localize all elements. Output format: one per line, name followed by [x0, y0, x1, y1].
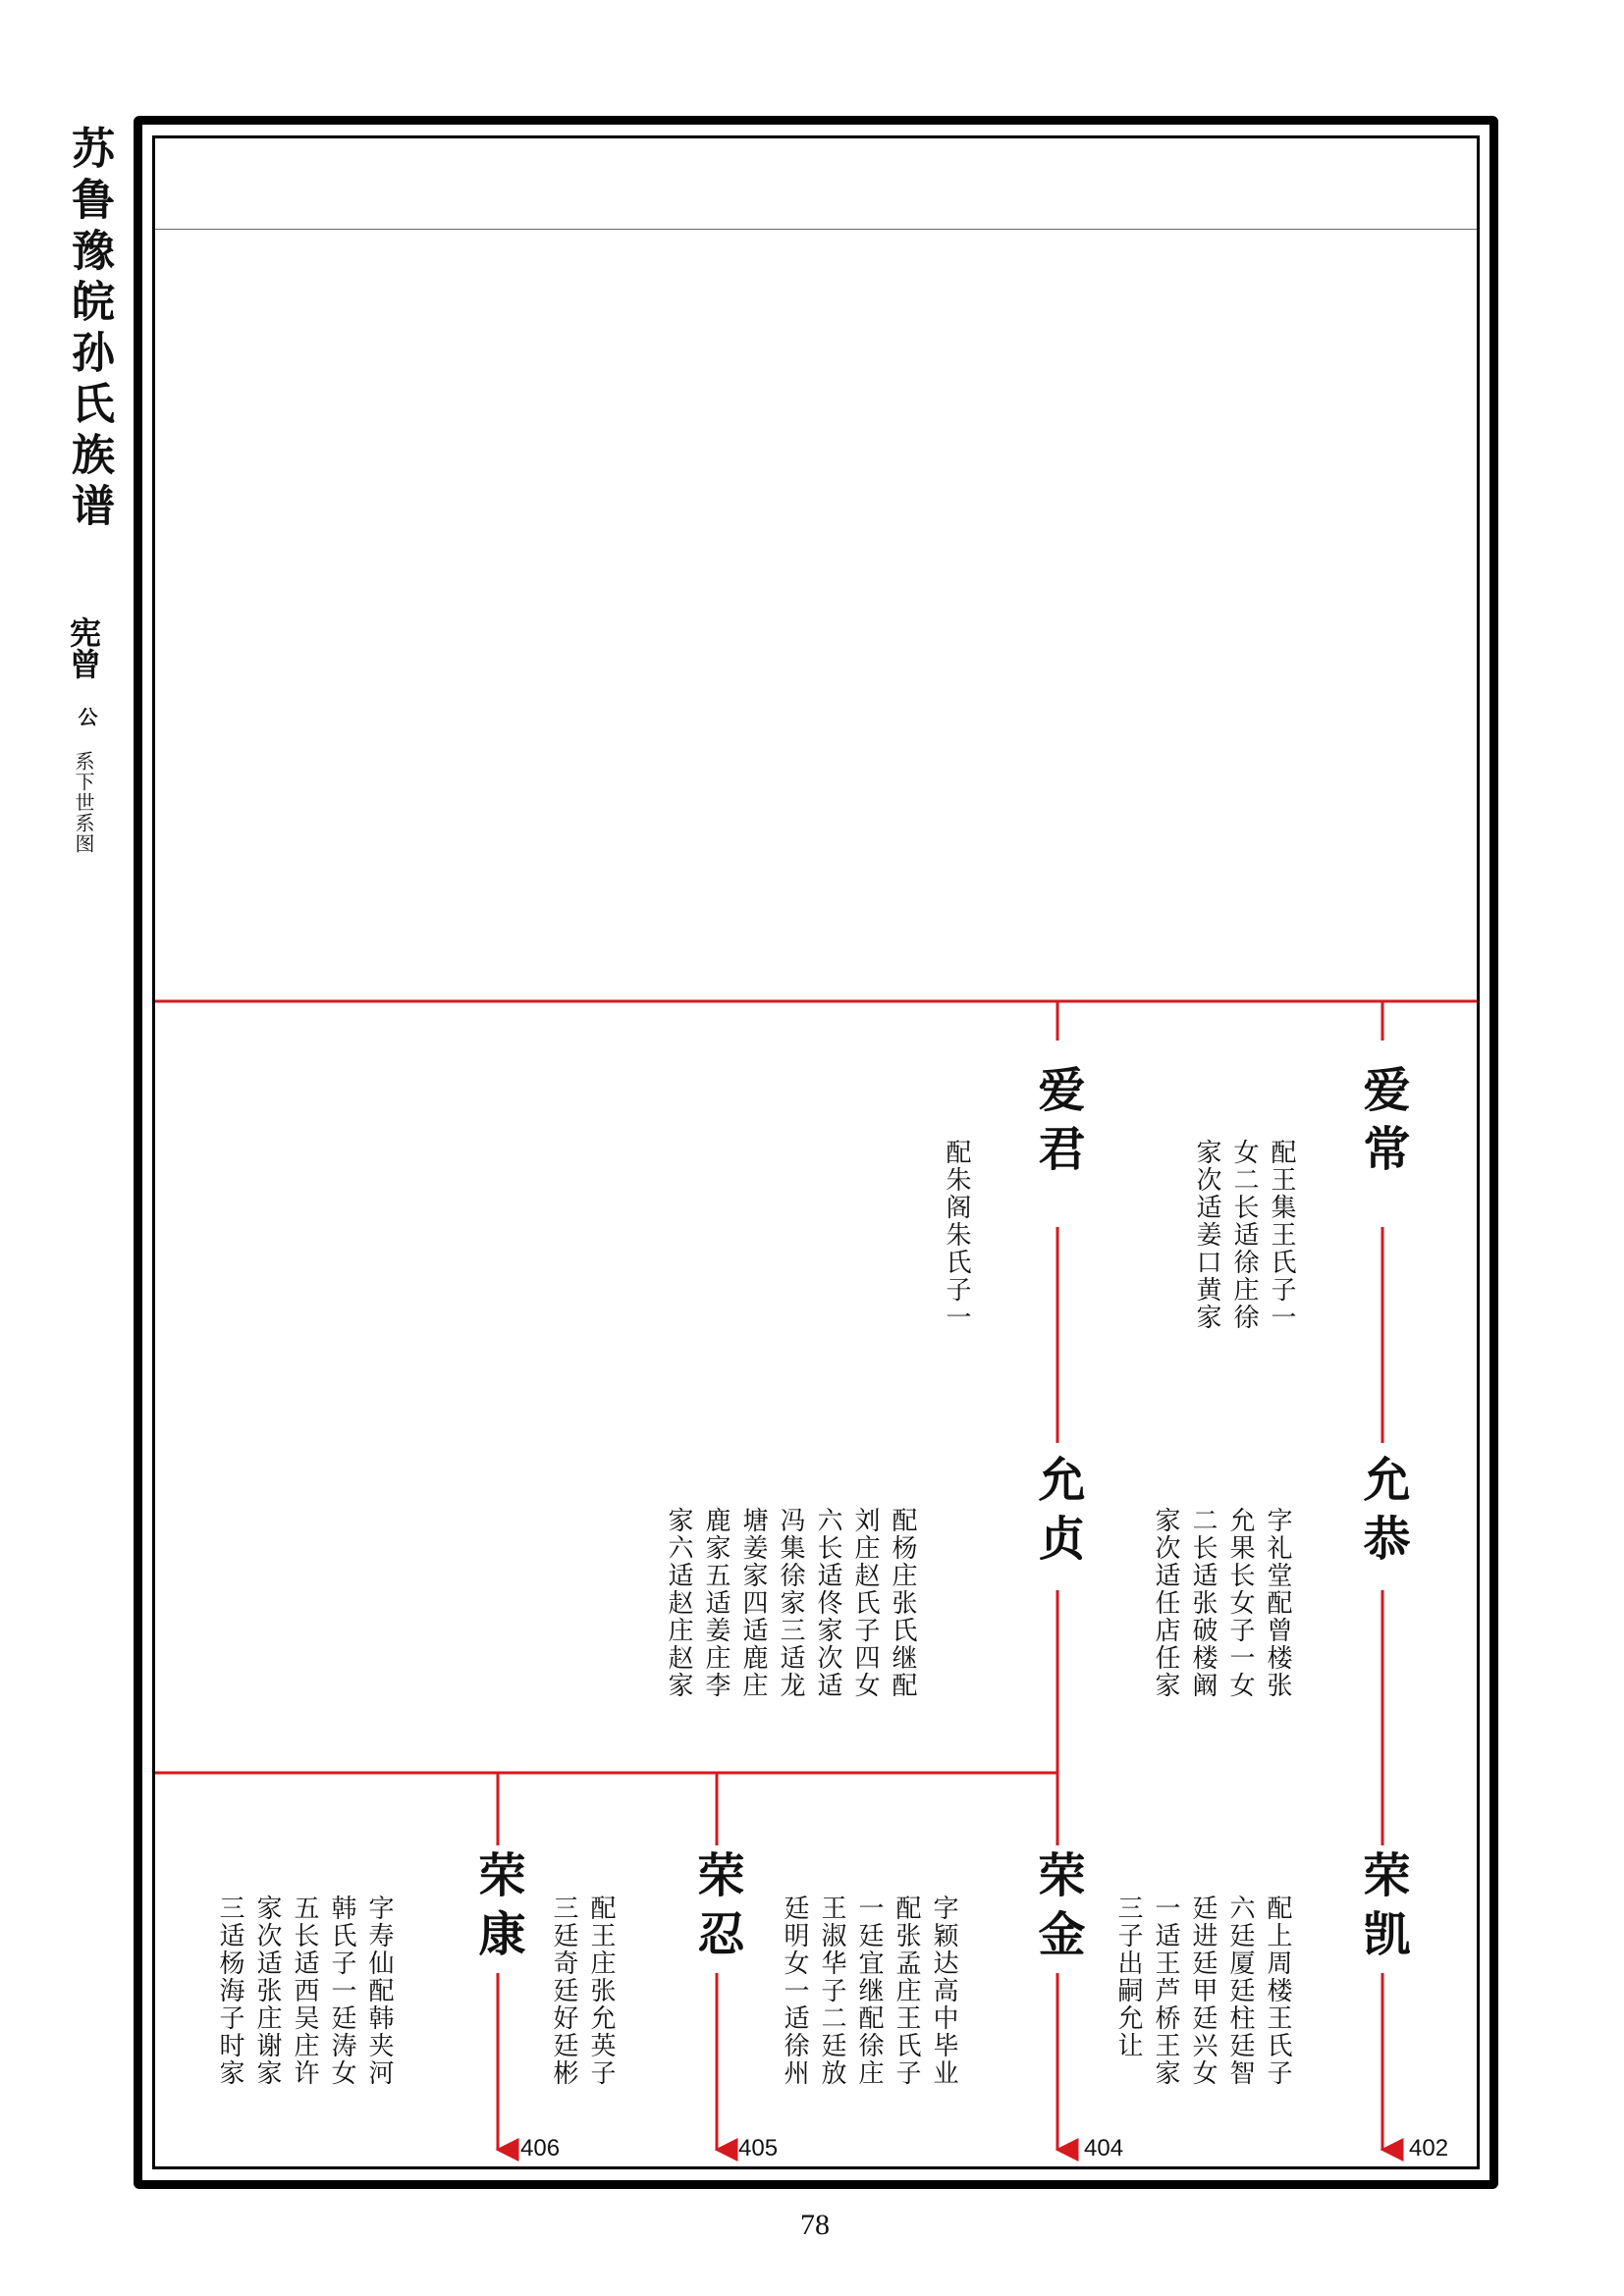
page-ref-rongren[interactable]: 405: [738, 2135, 779, 2162]
ancestor-name: 宪曾: [65, 616, 102, 679]
person-name-rongren: 荣忍: [689, 1850, 744, 1968]
person-note-yunzhen: 配杨庄张氏继配刘庄赵氏子四女六长适佟家次适冯集徐家三适龙塘姜家四适鹿庄鹿家五适姜庄李家六适赵庄赵家: [664, 1507, 917, 1699]
person-name-yungong: 允恭: [1355, 1455, 1410, 1573]
person-name-rongkang: 荣康: [470, 1850, 525, 1968]
person-note-rongren: 配王庄张允英子三廷奇廷好廷彬: [549, 1895, 616, 2087]
page-ref-rongkang[interactable]: 406: [520, 2135, 561, 2162]
person-name-yunzhen: 允贞: [1030, 1455, 1085, 1573]
genealogy-title: 苏鲁豫皖孙氏族谱: [64, 126, 114, 534]
person-note-rongjin: 字颖达高中毕业配张孟庄王氏子一廷宜继配徐庄王淑华子二廷放廷明女一适徐州: [780, 1895, 958, 2087]
page-number: 78: [800, 2209, 830, 2241]
page-ref-rongjin[interactable]: 404: [1084, 2135, 1124, 2162]
chart-caption: 系下世系图: [72, 751, 95, 854]
person-note-aichang: 配王集王氏子一女二长适徐庄徐家次适姜口黄家: [1192, 1139, 1296, 1331]
person-note-aijun: 配朱阁朱氏子一: [942, 1139, 971, 1331]
person-name-rongkai: 荣凯: [1355, 1850, 1410, 1968]
person-name-rongjin: 荣金: [1030, 1850, 1085, 1968]
person-note-yungong: 字礼堂配曾楼张允果长女子一女二长适张破楼阚家次适任店任家: [1151, 1507, 1292, 1699]
person-note-rongkai: 配上周楼王氏子六廷厦廷柱廷智廷进廷甲廷兴女一适王芦桥王家三子出嗣允让: [1113, 1895, 1292, 2087]
page-ref-rongkai[interactable]: 402: [1409, 2135, 1449, 2162]
person-name-aichang: 爱常: [1355, 1065, 1410, 1183]
person-name-aijun: 爱君: [1030, 1065, 1085, 1183]
person-note-rongkang: 字寿仙配韩夹河韩氏子一廷涛女五长适西吴庄许家次适张庄谢家三适杨海子时家: [215, 1895, 394, 2087]
honorific: 公: [75, 707, 98, 726]
